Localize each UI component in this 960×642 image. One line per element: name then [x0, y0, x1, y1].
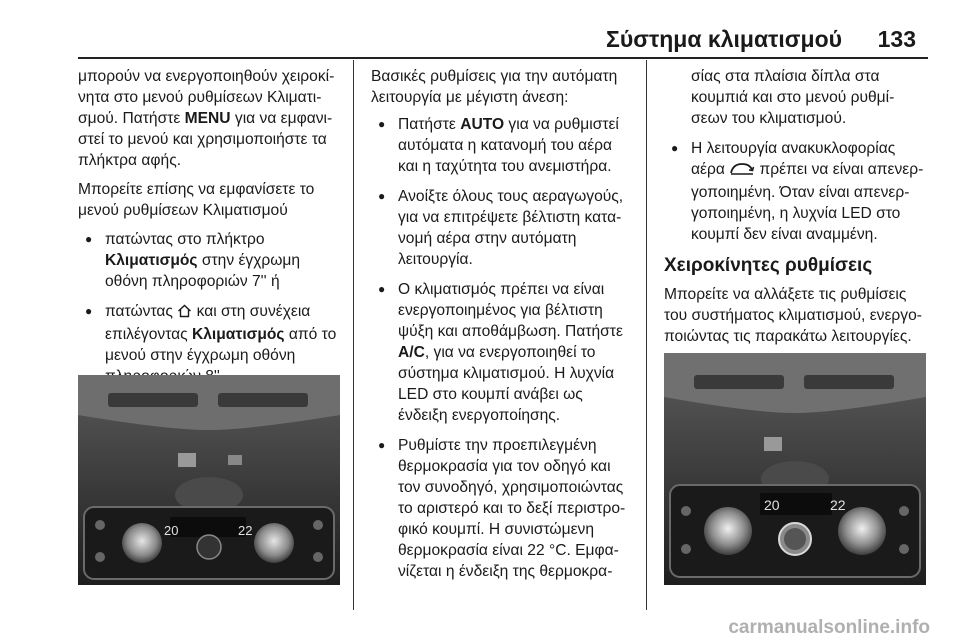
photo-temp-left: 20 — [764, 497, 780, 513]
list-item: ● Η λειτουργία ανακυκλοφορίας αέρα πρέπει να είναι απενερ- γοποιημένη. Όταν είναι απενερ- γοποιημένη, η λυχνία LED στο κουμπί δεν είναι αναμμένη. — [664, 138, 928, 245]
page-title: Σύστημα κλιματισμού — [606, 26, 842, 52]
column-divider-1 — [353, 60, 354, 610]
col1-paragraph-2: Μπορείτε επίσης να εμφανίσετε το μενού ρυθμίσεων Κλιματισμού — [78, 181, 315, 219]
col1-paragraph-1: μπορούν να ενεργοποιηθούν χειροκί- νητα στο μενού ρυθμίσεων Κλιματι- σμού. Πατήστε MENU για να εμφανι- στεί το μενού και χρησιμοποιήστε τα πλήκτρα αφής. — [78, 68, 335, 169]
photo-temp-right: 22 — [238, 523, 253, 538]
climate-control-photo — [78, 375, 340, 585]
page-header — [0, 0, 960, 56]
list-item: ● πατώντας στο πλήκτρο Κλιματισμός στην έγχρωμη οθόνη πληροφοριών 7'' ή — [78, 229, 344, 292]
section-heading-manual: Χειροκίνητες ρυθμίσεις — [664, 255, 873, 276]
list-item: ● Ο κλιματισμός πρέπει να είναι ενεργοποιημένος για βέλτιστη ψύξη και αποθάμβωση. Πατήστε A/C, για να ενεργοποιηθεί το σύστημα κλιματισμού. Η λυχνία LED στο κουμπί ανάβει ως ένδειξη ενεργοποίησης. — [371, 279, 639, 426]
page-number: 133 — [877, 26, 916, 52]
menu-keyword: MENU — [184, 110, 231, 127]
col3-continuation: σίας στα πλαίσια δίπλα στα κουμπιά και στο μενού ρυθμί- σεων του κλιματισμού. — [691, 68, 895, 127]
photo-temp-left: 20 — [164, 523, 179, 538]
col2-intro: Βασικές ρυθμίσεις για την αυτόματη λειτουργία με μέγιστη άνεση: — [371, 68, 618, 106]
recirculation-icon — [729, 161, 755, 182]
list-item: ● Ανοίξτε όλους τους αεραγωγούς, για να επιτρέψετε βέλτιστη κατα- νομή αέρα στην αυτόματη λειτουργία. — [371, 186, 639, 270]
climate-control-photo-closeup — [664, 353, 926, 585]
list-item: ● Πατήστε AUTO για να ρυθμιστεί αυτόματα η κατανομή του αέρα και η ταχύτητα του ανεμιστήρα. — [371, 114, 639, 177]
column-1 — [78, 66, 344, 426]
list-item: ● Ρυθμίστε την προεπιλεγμένη θερμοκρασία για τον οδηγό και τον συνοδηγό, χρησιμοποιώντας το αριστερό και το δεξί περιστρο- φικό κουμπί. Η συνιστώμενη θερμοκρασία είναι 22 °C. Εμφα- νίζεται η ένδειξη της θερμοκρα- — [371, 435, 639, 582]
watermark: carmanualsonline.info — [728, 617, 930, 638]
home-icon — [177, 303, 192, 324]
col3-paragraph: Μπορείτε να αλλάξετε τις ρυθμίσεις του συστήματος κλιματισμού, ενεργο- ποιώντας τις παρακάτω λειτουργίες. — [664, 286, 922, 345]
header-rule — [78, 57, 928, 59]
column-divider-2 — [646, 60, 647, 610]
photo-temp-right: 22 — [830, 497, 846, 513]
list-item: ● πατώντας και στη συνέχεια επιλέγοντας Κλιματισμός από το μενού στην έγχρωμη οθόνη — [78, 301, 344, 387]
column-2 — [371, 66, 639, 582]
column-3 — [664, 66, 928, 382]
